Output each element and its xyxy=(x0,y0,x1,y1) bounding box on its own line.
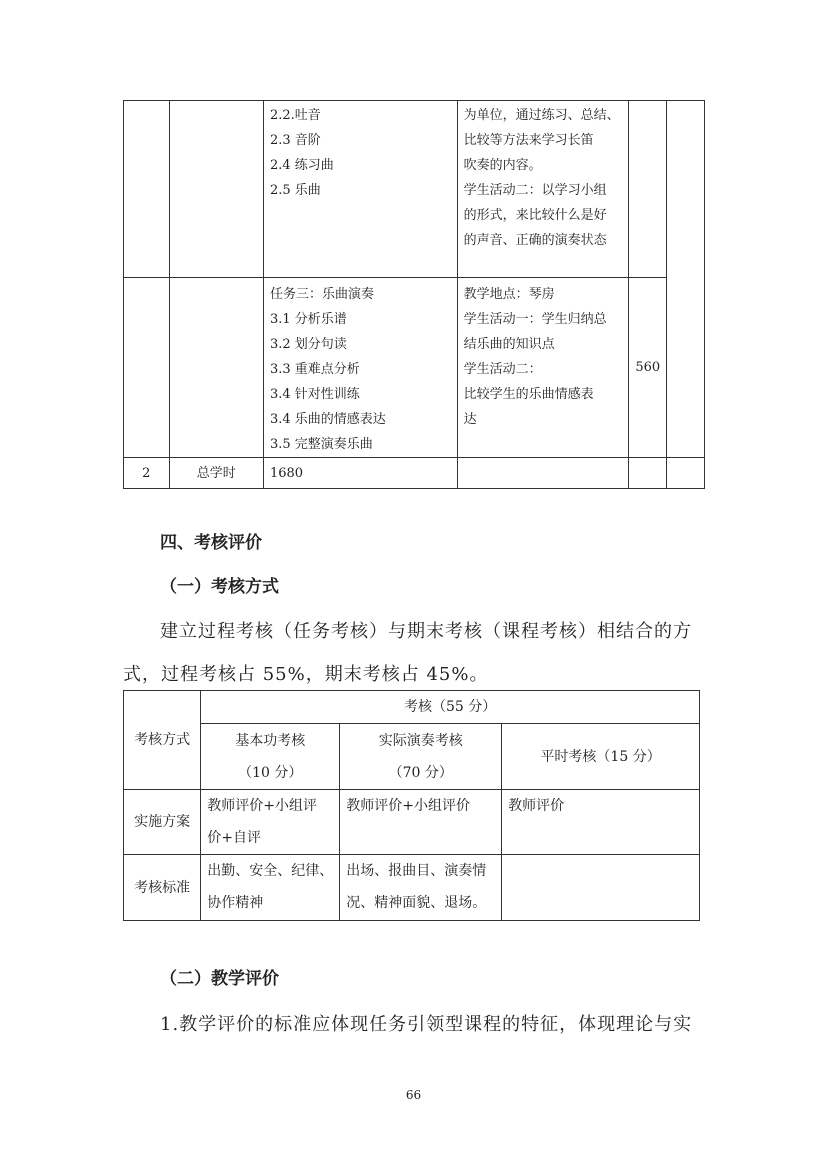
content-line: 任务三：乐曲演奏 xyxy=(269,287,374,302)
total-row xyxy=(124,458,705,489)
table-row xyxy=(124,278,705,458)
content-line: 3.4 针对性训练 xyxy=(269,387,360,402)
table-row xyxy=(124,790,700,855)
method-line: 比较等方法来学习长笛 xyxy=(463,133,594,148)
standard-cell xyxy=(201,855,340,921)
content-line: 2.4 练习曲 xyxy=(269,158,334,173)
subsection-heading: （二）教学评价 xyxy=(160,969,279,989)
content-line: 3.4 乐曲的情感表达 xyxy=(269,412,386,427)
empty-cell xyxy=(667,458,705,489)
module-cell xyxy=(169,278,263,458)
hours-cell: 560 xyxy=(629,278,667,458)
implementation-label: 实施方案 xyxy=(124,790,201,855)
remark-cell xyxy=(667,101,705,458)
index-cell xyxy=(124,101,170,278)
total-value-cell: 1680 xyxy=(263,458,457,489)
assessment-table xyxy=(123,690,700,921)
module-cell xyxy=(169,101,263,278)
section-heading: 四、考核评价 xyxy=(160,533,262,553)
implementation-cell: 教师评价+小组评价 xyxy=(340,790,502,855)
course-plan-table xyxy=(123,100,705,489)
method-line: 的声音、正确的演奏状态 xyxy=(463,233,607,248)
paragraph-line: 式，过程考核占 55%，期末考核占 45%。 xyxy=(123,664,489,685)
standard-label: 考核标准 xyxy=(124,855,201,921)
content-line: 2.5 乐曲 xyxy=(269,183,321,198)
table-row xyxy=(124,101,705,278)
content-line: 3.1 分析乐谱 xyxy=(269,312,347,327)
method-line: 为单位，通过练习、总结、 xyxy=(463,108,620,123)
content-line: 3.3 重难点分析 xyxy=(269,362,360,377)
performance-header xyxy=(340,724,502,790)
implementation-cell: 教师评价 xyxy=(502,790,700,855)
cell-line: 出场、报曲目、演奏情 xyxy=(346,863,487,879)
content-cell xyxy=(263,278,457,458)
method-line: 吹奏的内容。 xyxy=(463,158,542,173)
table-row xyxy=(124,724,700,790)
assessment-group-header: 考核（55 分） xyxy=(201,691,700,724)
method-cell xyxy=(457,101,628,278)
cell-line: 协作精神 xyxy=(207,895,264,911)
method-line: 的形式，来比较什么是好 xyxy=(463,208,607,223)
cell-line: 出勤、安全、纪律、 xyxy=(207,863,334,879)
hours-cell xyxy=(629,101,667,278)
content-line: 3.2 划分句读 xyxy=(269,337,347,352)
header-line: （70 分） xyxy=(388,764,453,781)
cell-line: 价+自评 xyxy=(207,830,262,846)
index-cell xyxy=(124,278,170,458)
method-cell xyxy=(457,278,628,458)
method-line: 学生活动二： xyxy=(463,362,542,377)
method-line: 达 xyxy=(463,412,477,427)
content-cell xyxy=(263,101,457,278)
cell-line: 教师评价+小组评 xyxy=(207,798,318,814)
paragraph-line: 建立过程考核（任务考核）与期末考核（课程考核）相结合的方 xyxy=(160,621,692,642)
implementation-cell xyxy=(201,790,340,855)
empty-cell xyxy=(629,458,667,489)
header-line: 实际演奏考核 xyxy=(378,732,463,749)
standard-cell xyxy=(502,855,700,921)
regular-header: 平时考核（15 分） xyxy=(502,724,700,790)
method-line: 教学地点：琴房 xyxy=(463,287,555,302)
assessment-method-header: 考核方式 xyxy=(124,691,201,790)
page-number: 66 xyxy=(405,1088,422,1102)
table-row xyxy=(124,855,700,921)
method-line: 学生活动二：以学习小组 xyxy=(463,183,607,198)
table-row xyxy=(124,691,700,724)
subsection-heading: （一）考核方式 xyxy=(160,577,279,597)
standard-cell xyxy=(340,855,502,921)
method-line: 比较学生的乐曲情感表 xyxy=(463,387,594,402)
content-line: 2.2.吐音 xyxy=(269,108,321,123)
content-line: 2.3 音阶 xyxy=(269,133,321,148)
header-line: 基本功考核 xyxy=(235,732,306,749)
empty-cell xyxy=(457,458,628,489)
total-label-cell: 总学时 xyxy=(169,458,263,489)
cell-line: 况、精神面貌、退场。 xyxy=(346,895,487,911)
paragraph-line: 1.教学评价的标准应体现任务引领型课程的特征，体现理论与实 xyxy=(160,1014,693,1035)
total-index-cell: 2 xyxy=(124,458,170,489)
header-line: （10 分） xyxy=(238,764,303,781)
basic-skill-header xyxy=(201,724,340,790)
method-line: 学生活动一：学生归纳总 xyxy=(463,312,607,327)
content-line: 3.5 完整演奏乐曲 xyxy=(269,437,373,452)
method-line: 结乐曲的知识点 xyxy=(463,337,555,352)
